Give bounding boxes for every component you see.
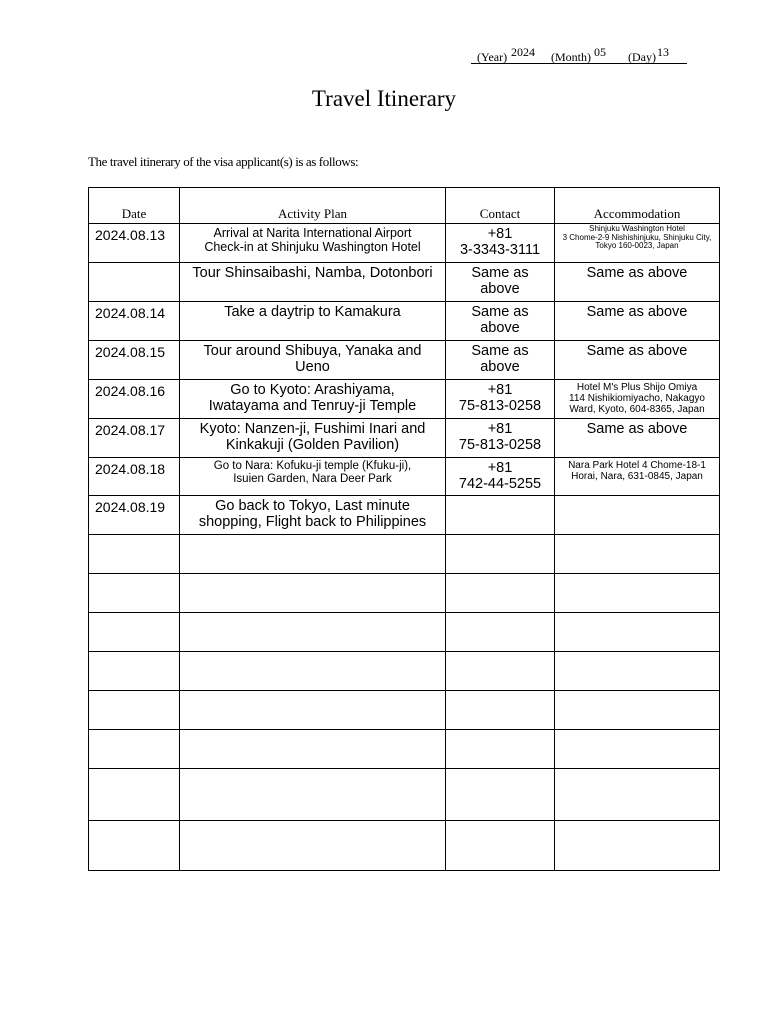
cell-accommodation-line: Horai, Nara, 631-0845, Japan [571,471,703,482]
cell-accommodation [555,535,720,574]
cell-contact [446,302,555,341]
cell-activity-line: Take a daytrip to Kamakura [224,304,401,320]
table-row [89,613,720,652]
cell-date: 2024.08.17 [89,419,180,458]
cell-activity-line: shopping, Flight back to Philippines [198,514,427,530]
cell-activity [180,341,446,380]
cell-activity-line: Tour around Shibuya, Yanaka and [203,343,422,359]
cell-activity [180,691,446,730]
cell-contact-line: +81 [487,460,513,476]
cell-contact-line: above [480,320,520,336]
cell-activity [180,730,446,769]
cell-accommodation [555,730,720,769]
cell-accommodation [555,574,720,613]
cell-date [89,574,180,613]
cell-contact [446,458,555,496]
cell-accommodation [555,458,720,496]
cell-date [89,821,180,871]
page-title: Travel Itinerary [311,86,457,111]
cell-accommodation [555,496,720,535]
cell-contact-line: Same as [471,265,529,281]
cell-contact [446,496,555,535]
table-row [89,302,720,341]
cell-contact [446,535,555,574]
header-date: Date [89,188,180,224]
year-label: (Year) [477,50,508,64]
cell-accommodation [555,821,720,871]
cell-activity-line: Kyoto: Nanzen-ji, Fushimi Inari and [199,421,426,437]
cell-activity [180,613,446,652]
cell-activity [180,769,446,821]
cell-contact-line: Same as [471,304,529,320]
cell-accommodation-line: Nara Park Hotel 4 Chome-18-1 [568,460,706,471]
cell-accommodation [555,691,720,730]
cell-activity [180,652,446,691]
cell-date: 2024.08.15 [89,341,180,380]
cell-accommodation [555,769,720,821]
header-accommodation: Accommodation [555,188,720,224]
cell-activity [180,263,446,302]
cell-contact [446,263,555,302]
cell-accommodation-line: Shinjuku Washington Hotel [589,224,685,233]
cell-contact [446,769,555,821]
cell-contact-line: +81 [487,226,513,242]
cell-accommodation [555,380,720,419]
table-row [89,769,720,821]
cell-contact [446,821,555,871]
day-value: 13 [657,45,669,59]
cell-accommodation [555,341,720,380]
cell-activity-line: Arrival at Narita International Airport [213,226,412,240]
cell-accommodation-line: 114 Nishikiomiyacho, Nakagyo [569,393,705,404]
table-row [89,224,720,263]
table-row [89,341,720,380]
cell-date [89,613,180,652]
table-row [89,691,720,730]
cell-activity-line: Go back to Tokyo, Last minute [215,498,410,514]
cell-accommodation [555,419,720,458]
cell-contact-line: 3-3343-3111 [459,242,541,258]
table-row [89,535,720,574]
header-activity: Activity Plan [180,188,446,224]
cell-contact-line: above [480,281,520,297]
table-row [89,458,720,496]
cell-activity-line: Check-in at Shinjuku Washington Hotel [204,240,421,254]
cell-accommodation-line: 3 Chome-2-9 Nishishinjuku, Shinjuku City, [562,232,712,242]
cell-activity-line: Iwatayama and Tenruy-ji Temple [208,398,417,414]
cell-accommodation-line: Same as above [586,265,688,281]
cell-contact-line: +81 [487,421,513,437]
table-row [89,263,720,302]
cell-contact-line: 75-813-0258 [458,437,542,453]
cell-contact [446,380,555,419]
cell-contact-line: Same as [471,343,529,359]
itinerary-table [88,187,720,871]
table-row [89,419,720,458]
cell-accommodation [555,263,720,302]
year-value: 2024 [511,45,535,59]
cell-contact-line: 75-813-0258 [458,398,542,414]
cell-accommodation [555,224,720,263]
cell-contact [446,652,555,691]
table-header-row [89,188,720,224]
cell-date: 2024.08.18 [89,458,180,496]
cell-activity [180,224,446,263]
cell-date: 2024.08.14 [89,302,180,341]
table-row [89,574,720,613]
cell-accommodation [555,613,720,652]
cell-contact-line: 742-44-5255 [458,476,542,492]
table-row [89,496,720,535]
cell-activity [180,535,446,574]
cell-accommodation [555,302,720,341]
cell-activity [180,496,446,535]
date-line [471,45,687,64]
cell-accommodation-line: Tokyo 160-0023, Japan [595,241,679,250]
table-row [89,821,720,871]
cell-accommodation [555,652,720,691]
cell-activity [180,380,446,419]
cell-contact-line: above [480,359,520,375]
cell-activity [180,458,446,496]
cell-accommodation-line: Ward, Kyoto, 604-8365, Japan [569,404,705,415]
cell-activity-line: Isuien Garden, Nara Deer Park [233,473,392,485]
cell-date: 2024.08.19 [89,496,180,535]
cell-activity [180,419,446,458]
cell-contact [446,574,555,613]
cell-date: 2024.08.16 [89,380,180,419]
cell-date: 2024.08.13 [89,224,180,263]
cell-activity-line: Tour Shinsaibashi, Namba, Dotonbori [192,265,433,281]
cell-activity-line: Go to Kyoto: Arashiyama, [230,382,395,398]
cell-activity-line: Ueno [295,359,330,375]
table-row [89,730,720,769]
cell-date [89,652,180,691]
cell-accommodation-line: Same as above [586,421,688,437]
header-contact: Contact [446,188,555,224]
cell-contact [446,730,555,769]
cell-contact [446,613,555,652]
cell-accommodation-line: Same as above [586,343,688,359]
cell-accommodation-line: Same as above [586,304,688,320]
day-label: (Day) [628,50,656,64]
cell-date [89,535,180,574]
cell-date [89,691,180,730]
cell-contact [446,224,555,263]
cell-contact [446,341,555,380]
table-row [89,380,720,419]
cell-contact-line: +81 [487,382,513,398]
cell-activity [180,302,446,341]
cell-contact [446,419,555,458]
month-value: 05 [594,45,606,59]
cell-activity [180,821,446,871]
intro-text: The travel itinerary of the visa applicant(s) is as follows: [88,154,359,169]
cell-date [89,769,180,821]
month-label: (Month) [551,50,591,64]
cell-accommodation-line: Hotel M's Plus Shijo Omiya [576,382,698,393]
cell-activity [180,574,446,613]
table-row [89,652,720,691]
cell-activity-line: Kinkakuji (Golden Pavilion) [225,437,400,453]
cell-contact [446,691,555,730]
cell-date [89,263,180,302]
cell-date [89,730,180,769]
cell-activity-line: Go to Nara: Kofuku-ji temple (Kfuku-ji), [213,460,412,472]
